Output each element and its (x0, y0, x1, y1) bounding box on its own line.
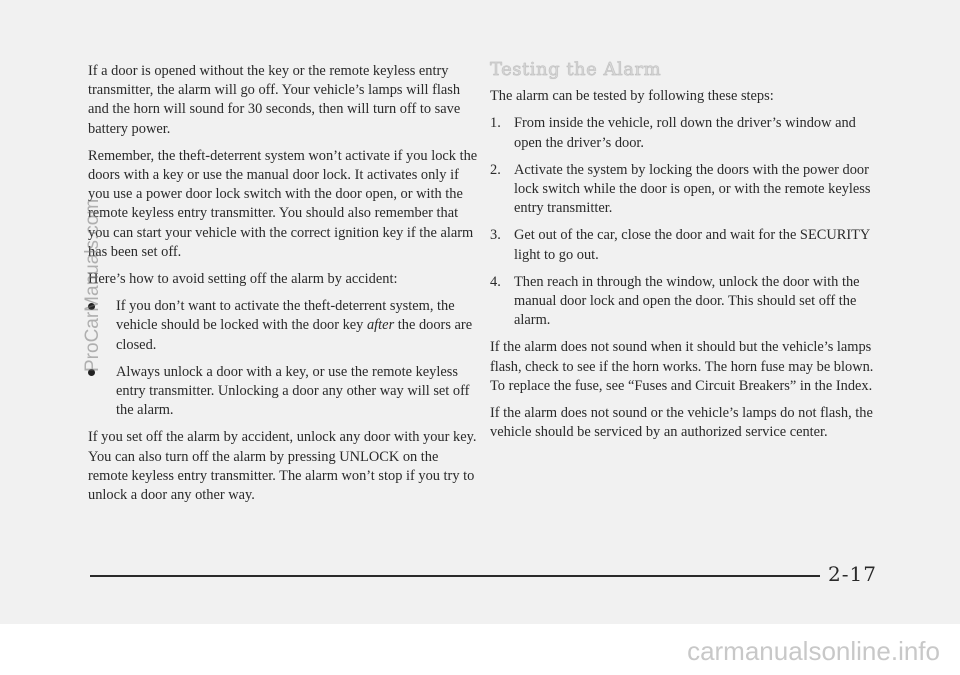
paragraph-test-intro: The alarm can be tested by following these steps: (490, 88, 774, 105)
side-watermark: ProCarManuals.com (82, 198, 103, 372)
bottom-watermark-bar (0, 624, 960, 675)
step-text: Then reach in through the window, unlock the door with the manual door lock and open the door. This should set off the alarm. (514, 273, 860, 329)
step-text: Get out of the car, close the door and wait for the SECURITY light to go out. (514, 227, 870, 263)
step-text: Activate the system by locking the doors with the power door lock switch while the door is open, or with the remote keyless entry transmitter. (514, 161, 871, 217)
paragraph-accidental-alarm: If you set off the alarm by accident, unlock any door with your key. You can also turn off the alarm by pressing UNLOCK on the remote keyless entry transmitter. The alarm won’t stop if you try to unlock a door any other way. (88, 429, 477, 504)
step-text: From inside the vehicle, roll down the driver’s window and open the driver’s door. (514, 115, 856, 151)
avoid-alarm-list (88, 297, 478, 420)
paragraph-service: If the alarm does not sound or the vehicle’s lamps do not flash, the vehicle should be serviced by an authorized service center. (490, 405, 873, 441)
page-number: 2-17 (828, 562, 877, 586)
step-number: 3. (490, 227, 501, 244)
paragraph-avoid-alarm: Here’s how to avoid setting off the alarm by accident: (88, 271, 398, 288)
right-column (490, 59, 880, 450)
left-column (88, 62, 478, 513)
paragraph-horn-check: If the alarm does not sound when it should but the vehicle’s lamps flash, check to see if the horn works. The horn fuse may be blown. To replace the fuse, see “Fuses and Circuit Breakers” in the Index. (490, 339, 874, 394)
emphasis-after: after (366, 317, 395, 334)
step-number: 1. (490, 115, 501, 132)
step-item (490, 114, 880, 152)
test-steps-list (490, 114, 880, 330)
step-item (490, 226, 880, 264)
section-heading: Testing the Alarm (490, 59, 662, 80)
list-item: If you don’t want to activate the theft-deterrent system, the vehicle should be locked with the door key after the doors are closed. (88, 297, 478, 355)
paragraph-alarm-trigger: If a door is opened without the key or the remote keyless entry transmitter, the alarm will go off. Your vehicle’s lamps will flash and the horn will sound for 30 seconds, then will turn off to save battery power. (88, 63, 461, 137)
bottom-watermark: carmanualsonline.info (687, 636, 940, 666)
step-item (490, 161, 880, 219)
paragraph-theft-deterrent: Remember, the theft-deterrent system won’t activate if you lock the doors with a key or use the manual door lock. It activates only if you use a power door lock switch with the door open, or with the remote keyless entry transmitter. You should also remember that you can start your vehicle with the correct ignition key if the alarm has been set off. (88, 147, 478, 260)
footer-rule (90, 575, 820, 577)
step-number: 2. (490, 161, 501, 178)
step-item (490, 273, 880, 331)
step-number: 4. (490, 273, 501, 290)
list-item: Always unlock a door with a key, or use the remote keyless entry transmitter. Unlocking a door any other way will set off the alarm. (88, 363, 478, 421)
